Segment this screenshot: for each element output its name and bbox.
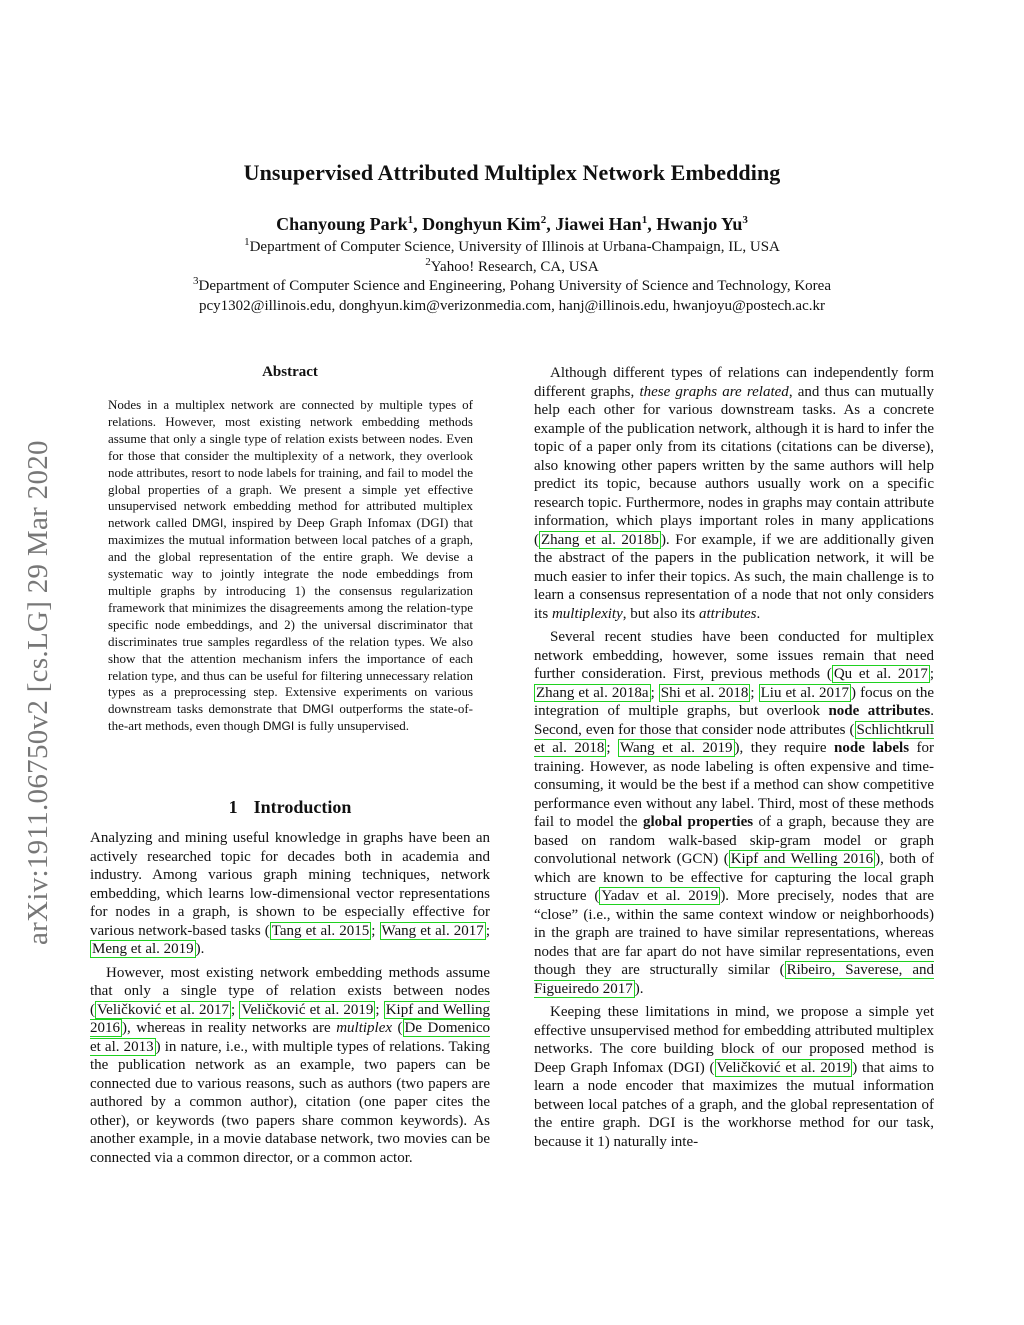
arxiv-stamp: arXiv:1911.06750v2 [cs.LG] 29 Mar 2020 — [22, 440, 54, 945]
affiliation-mark: 3 — [742, 214, 748, 226]
author-name: Hwanjo Yu — [656, 214, 743, 234]
paragraph-text: ), they require — [734, 740, 827, 756]
citation-link[interactable]: Tang et al. 2015 — [271, 922, 370, 939]
paragraph-text: ) that aims to learn a node encoder that maximizes the mutual information between local patches of a graph, and the global representation of the entire graph. DGI is the workhorse method for our task, because it 1) naturally inte- — [534, 1059, 934, 1150]
citation-link[interactable]: Kipf and Welling 2016 — [730, 851, 874, 867]
bold-text: node labels — [834, 740, 910, 756]
author-list: Chanyoung Park$^1$, Donghyun Kim$^2$, Jiawei Han$^1$, Hwanjo Yu$^3$ — [276, 214, 748, 234]
affiliation-line — [0, 277, 1024, 296]
paragraph-text: . — [756, 605, 761, 622]
citation-link[interactable]: De Domenico et al. 2013 — [90, 1020, 491, 1055]
paragraph-text: ). — [634, 980, 644, 997]
section-number: 1 — [228, 797, 238, 817]
affiliation-mark: 3 — [192, 275, 199, 287]
paragraph — [534, 364, 934, 623]
paragraph: However, most existing network embedding methods assume that only a single type of relation exists between nodes ( Veličković et al. 2017 ; Veličković et al. 2019 ; Kipf and Welling 2016 ), whereas in reality networks are multiplex ( De Domenico et al. 2013 ) in nature, i.e., with multiple types of relations. Taking the publication network as an example, two papers can be connected due to various reasons, such as authors (two papers are authored by a common author), citation (one paper cites the other), or keywords (two papers share common keywords). As another example, in a movie database network, two movies can be connected via a common director, or a common actor. — [90, 964, 491, 1166]
citation-link[interactable]: Zhang et al. 2018b — [541, 531, 659, 548]
citation-link[interactable]: Veličković et al. 2019 — [241, 1001, 374, 1018]
paragraph-text: ) focus on the integration of multiple graphs, but overlook — [534, 684, 935, 719]
emphasis-text: multiplex — [336, 1020, 393, 1036]
citation-link[interactable]: Liu et al. 2017 — [760, 684, 850, 701]
affiliation-text: Department of Computer Science and Engineering, Pohang University of Science and Technology, Korea — [198, 278, 831, 294]
affiliation-line — [0, 258, 1024, 277]
paragraph-text: Keeping these limitations in mind, we propose a simple yet effective unsupervised method for embedding attributed multiplex networks. The core building block of our proposed method is Deep Graph Infomax (DGI) ( — [534, 1004, 934, 1076]
citation-link[interactable]: Meng et al. 2019 — [92, 941, 194, 957]
author-name: Chanyoung Park — [276, 214, 408, 234]
bold-text: node attributes — [828, 703, 931, 719]
author-emails: pcy1302@illinois.edu, donghyun.kim@verizonmedia.com, hanj@illinois.edu, hwanjoyu@postech.ac.kr — [199, 298, 825, 314]
left-column-body — [90, 829, 490, 1172]
affiliation-mark: 2 — [425, 256, 431, 268]
paragraph-text: for training. However, as node labeling is often expensive and time-consuming, it would be the best if a method can show competitive performance even without any label. Third, most of these methods fail to model the — [534, 740, 935, 830]
paragraph-text: , but also its — [622, 605, 696, 622]
citation-link[interactable]: Veličković et al. 2019 — [716, 1059, 851, 1076]
abstract-text: is fully unsupervised. — [297, 718, 410, 734]
affiliation-mark: 1 — [641, 214, 648, 226]
citation-link[interactable]: Ribeiro, Saverese, and Figueiredo 2017 — [534, 962, 934, 997]
abstract-text: outperforms the state-of-the-art methods, even though — [108, 701, 474, 734]
affiliation-text: Department of Computer Science, University of Illinois at Urbana-Champaign, IL, USA — [249, 239, 780, 255]
abstract-text: Nodes in a multiplex network are connected by multiple types of relations. However, most existing network embedding methods assume that only a single type of relation exists between nodes. Even for those that consider the multiplexity of a network, they overlook node attributes, resort to node labels for training, and fail to model the global properties of a graph. We present a simple yet effective unsupervised network embedding method for attributed multiplex network called — [108, 397, 473, 531]
affiliation-line — [0, 238, 1024, 257]
paper-title: Unsupervised Attributed Multiplex Network Embedding — [243, 160, 781, 185]
citation-link[interactable]: Veličković et al. 2017 — [97, 1001, 230, 1018]
paragraph-text: of a graph, because they are based on random walk-based skip-gram model or graph convolutional network (GCN) ( — [534, 814, 934, 867]
method-name: DMGI — [262, 719, 295, 734]
paragraph-text: However, most existing network embedding methods assume that only a single type of relation exists between nodes ( — [90, 964, 490, 1018]
paragraph-text: ), whereas in reality networks are — [122, 1020, 331, 1036]
paragraph-text: Analyzing and mining useful knowledge in graphs have been an actively researched topic for decades both in academia and industry. Among various graph mining techniques, network embedding, which learns low-dimensional vector representations for nodes in a graph, is shown to be especially effective for various network-based tasks ( — [90, 830, 490, 939]
author-name: Jiawei Han — [555, 214, 642, 234]
paragraph-text: . Second, even for those that consider node attributes ( — [534, 703, 935, 738]
citation-link[interactable]: Wang et al. 2017 — [381, 922, 484, 939]
paragraph-text: Although different types of relations can independently form different graphs, — [534, 365, 934, 400]
paragraph-text: ), both of which are known to be effective for capturing the local graph structure ( — [534, 851, 934, 904]
emphasis-text: attributes — [699, 605, 757, 622]
paragraph-text: Several recent studies have been conducted for multiplex network embedding, however, some issues remain that need further consideration. First, previous methods ( — [534, 629, 934, 682]
affiliation-mark: 1 — [407, 214, 414, 226]
author-name: Donghyun Kim — [422, 214, 541, 234]
paragraph — [534, 1003, 934, 1151]
paragraph-text: ). For example, if we are additionally given the abstract of the papers in the publication network, it will be much easier to infer their topics. As such, the main challenge is to learn a consensus representation of a node that not only considers its — [534, 531, 934, 622]
emphasis-text: multiplexity — [551, 605, 623, 622]
abstract-heading: Abstract — [262, 364, 318, 380]
paragraph-text: ). — [195, 941, 205, 957]
emphasis-text: these graphs are related — [639, 383, 789, 400]
section-title: Introduction — [253, 797, 352, 817]
paragraph-text: ) in nature, i.e., with multiple types of relations. Taking the publication network as an example, two papers can be connected due to various reasons, such as authors (two papers are authored by a common author), citation (one paper cites the other), or keywords (two papers share common keywords). As another example, in a movie database network, two movies can be connected via a common director, or a common actor. — [90, 1038, 490, 1166]
abstract-text: , inspired by Deep Graph Infomax (DGI) that maximizes the mutual information between local patches of a graph, and the global representation of the entire graph. We devise a systematic way to jointly integrate the node embeddings from multiple graphs by introducing 1) the consensus regularization framework that minimizes the disagreements among the relation-type specific node embeddings, and 2) the universal discriminator that discriminates true samples regardless of the relation types. We also show that the attention mechanism infers the importance of each relation type, and thus can be useful for filtering unnecessary relation types as a preprocessing step. Extensive experiments on various downstream tasks demonstrate that — [108, 515, 473, 717]
citation-link[interactable]: Yadav et al. 2019 — [601, 888, 719, 904]
citation-link[interactable]: Schlichtkrull et al. 2018 — [534, 721, 934, 756]
paragraph-text: ). More precisely, nodes that are “close” (i.e., within the same context window or neighborhoods) in the graph are trained to have similar representations, whereas nodes that are far apart do not have similar representations, even though they are structurally similar ( — [534, 888, 934, 978]
citation-link[interactable]: Zhang et al. 2018a — [536, 684, 649, 701]
paragraph-text: , and thus can mutually help each other for various downstream tasks. As a concrete example of the publication network, although it is hard to infer the topic of a paper only from its citations (citations can be diverse), also knowing other papers written by the same authors will help predict its topic, because authors usually work on a specific research topic. Furthermore, nodes in graphs may contain attribute information, which plays important roles in many applications ( — [534, 383, 935, 548]
method-name: DMGI — [192, 516, 224, 531]
citation-link[interactable]: Wang et al. 2019 — [620, 740, 733, 756]
right-column-body — [534, 364, 934, 1156]
citation-link[interactable]: Kipf and Welling 2016 — [90, 1001, 490, 1036]
paragraph: Analyzing and mining useful knowledge in graphs have been an actively researched topic for decades both in academia and industry. Among various graph mining techniques, network embedding, which learns low-dimensional vector representations for nodes in a graph, is shown to be especially effective for various network-based tasks ( Tang et al. 2015 ; Wang et al. 2017 ; Meng et al. 2019 ). — [90, 830, 490, 957]
abstract-body — [108, 397, 473, 735]
affiliation-text: Yahoo! Research, CA, USA — [430, 259, 599, 275]
citation-link[interactable]: Qu et al. 2017 — [833, 666, 928, 682]
affiliation-mark: 1 — [244, 236, 250, 248]
paragraph: Several recent studies have been conducted for multiplex network embedding, however, some issues remain that need further consideration. First, previous methods ( Qu et al. 2017 ; Zhang et al. 2018a ; Shi et al. 2018 ; Liu et al. 2017 ) focus on the integration of multiple graphs, but overlook node attributes. Second, even for those that consider node attributes ( Schlichtkrull et al. 2018 ; Wang et al. 2019 ), they require node labels for training. However, as node labeling is often expensive and time-consuming, it would be the best if a method can show competitive performance even without any label. Third, most of these methods fail to model the global properties of a graph, because they are based on random walk-based skip-gram model or graph convolutional network (GCN) ( Kipf and Welling 2016 ), both of which are known to be effective for capturing the local graph structure ( Yadav et al. 2019 ). More precisely, nodes that are “close” (i.e., within the same context window or neighborhoods) in the graph are trained to have similar representations, whereas nodes that are far apart do not have similar representations, even though they are structurally similar ( Ribeiro, Saverese, and Figueiredo 2017 ). — [534, 629, 935, 997]
section-heading-introduction — [90, 797, 490, 818]
citation-link[interactable]: Shi et al. 2018 — [660, 684, 749, 701]
method-name: DMGI — [302, 702, 334, 717]
bold-text: global properties — [642, 814, 754, 830]
affiliation-mark: 2 — [540, 214, 547, 226]
